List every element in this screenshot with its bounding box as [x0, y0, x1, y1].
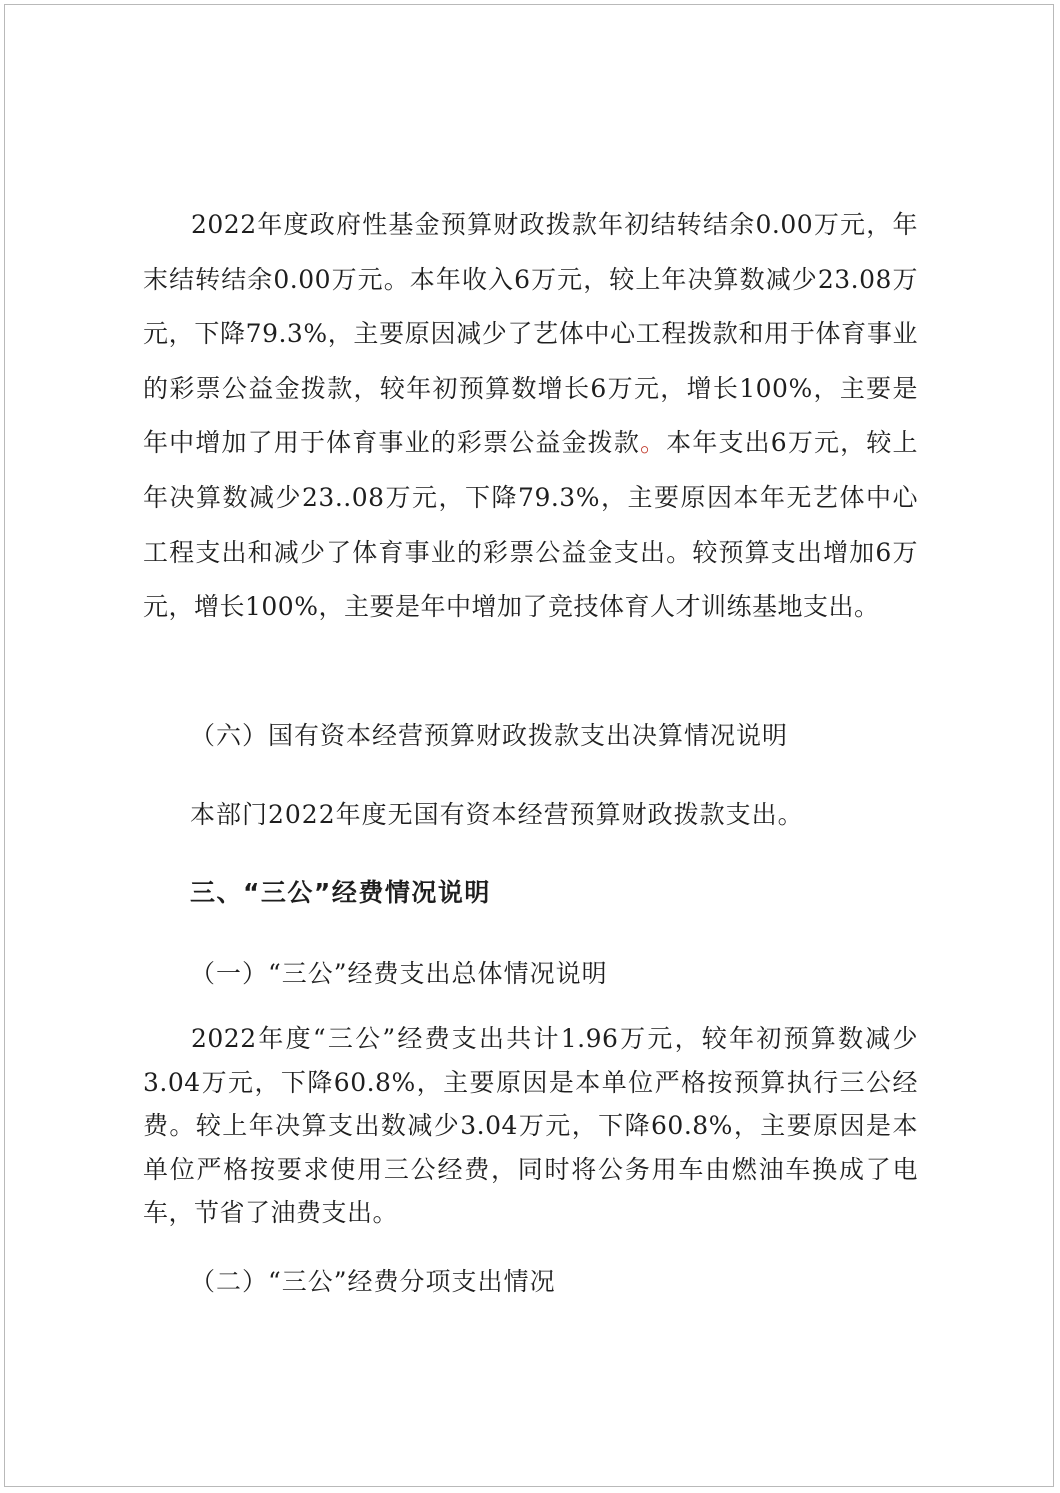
section-heading-6: （六）国有资本经营预算财政拨款支出决算情况说明 [190, 721, 789, 750]
red-punctuation-mark: 。 [639, 428, 667, 458]
paragraph-government-fund [143, 198, 918, 635]
section-heading-3-2: （二）“三公”经费分项支出情况 [190, 1267, 556, 1296]
paragraph-state-capital: 本部门2022年度无国有资本经营预算财政拨款支出。 [190, 800, 804, 829]
paragraph-text: 本年支出6万元，较上年决算数减少23..08万元，下降79.3%，主要原因本年无艺体中心工程支出和减少了体育事业的彩票公益金支出。较预算支出增加6万元，增长100%，主要是年中增加了竞技体育人才训练基地支出。 [143, 428, 918, 622]
chapter-heading-three-public: 三、“三公”经费情况说明 [190, 878, 491, 907]
paragraph-three-public-overall: 2022年度“三公”经费支出共计1.96万元，较年初预算数减少3.04万元，下降60.8%，主要原因是本单位严格按预算执行三公经费。较上年决算支出数减少3.04万元，下降60.8%，主要原因是本单位严格按要求使用三公经费，同时将公务用车由燃油车换成了电车，节省了油费支出。 [143, 1024, 918, 1227]
paragraph-text: 2022年度政府性基金预算财政拨款年初结转结余0.00万元，年末结转结余0.00万元。本年收入6万元，较上年决算数减少23.08万元，下降79.3%，主要原因减少了艺体中心工程拨款和用于体育事业的彩票公益金拨款，较年初预算数增长6万元，增长100%，主要是年中增加了用于体育事业的彩票公益金拨款 [143, 210, 918, 458]
section-heading-3-1: （一）“三公”经费支出总体情况说明 [190, 959, 608, 988]
